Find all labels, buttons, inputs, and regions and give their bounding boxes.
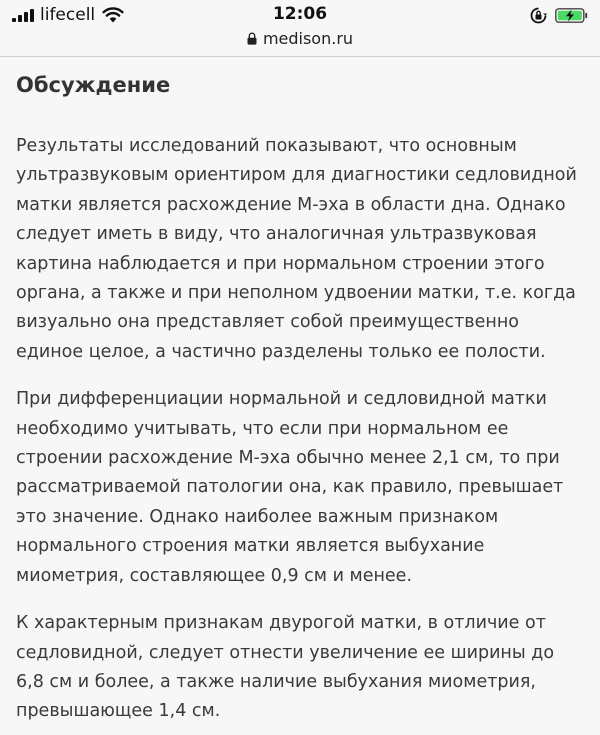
article-content	[16, 58, 584, 727]
url-domain: medison.ru	[262, 29, 354, 48]
browser-header	[0, 0, 600, 57]
section-heading: Обсуждение	[16, 73, 171, 97]
status-bar	[0, 0, 600, 30]
status-time: 12:06	[272, 4, 328, 24]
orientation-lock-icon	[530, 7, 547, 24]
address-bar[interactable]	[0, 29, 600, 51]
carrier-name: lifecell	[40, 5, 96, 25]
battery-charging-icon	[555, 8, 588, 23]
paragraph-1: Результаты исследований показывают, что основным ультразвуковым ориентиром для диагностики седловидной матки является расхождение М-эха в области дна. Однако следует иметь в виду, что аналогичная ультразвуковая картина наблюдается и при нормальном строении этого органа, а также и при неполном удвоении матки, т.е. когда визуально она представляет собой преимущественно единое целое, а частично разделены только ее полости.	[16, 136, 577, 362]
lock-icon	[247, 32, 257, 45]
paragraph-2: При дифференциации нормальной и седловидной матки необходимо учитывать, что если при нормальном ее строении расхождение М-эха обычно менее 2,1 см, то при рассматриваемой патологии она, как правило, превышает это значение. Однако наиболее важным признаком нормального строения матки является выбухание миометрия, составляющее 0,9 см и менее.	[16, 389, 564, 586]
paragraph-3: К характерным признакам двурогой матки, в отличие от седловидной, следует отнести увеличение ее ширины до 6,8 см и более, а также наличие выбухания миометрия, превышающее 1,4 см.	[16, 613, 555, 722]
